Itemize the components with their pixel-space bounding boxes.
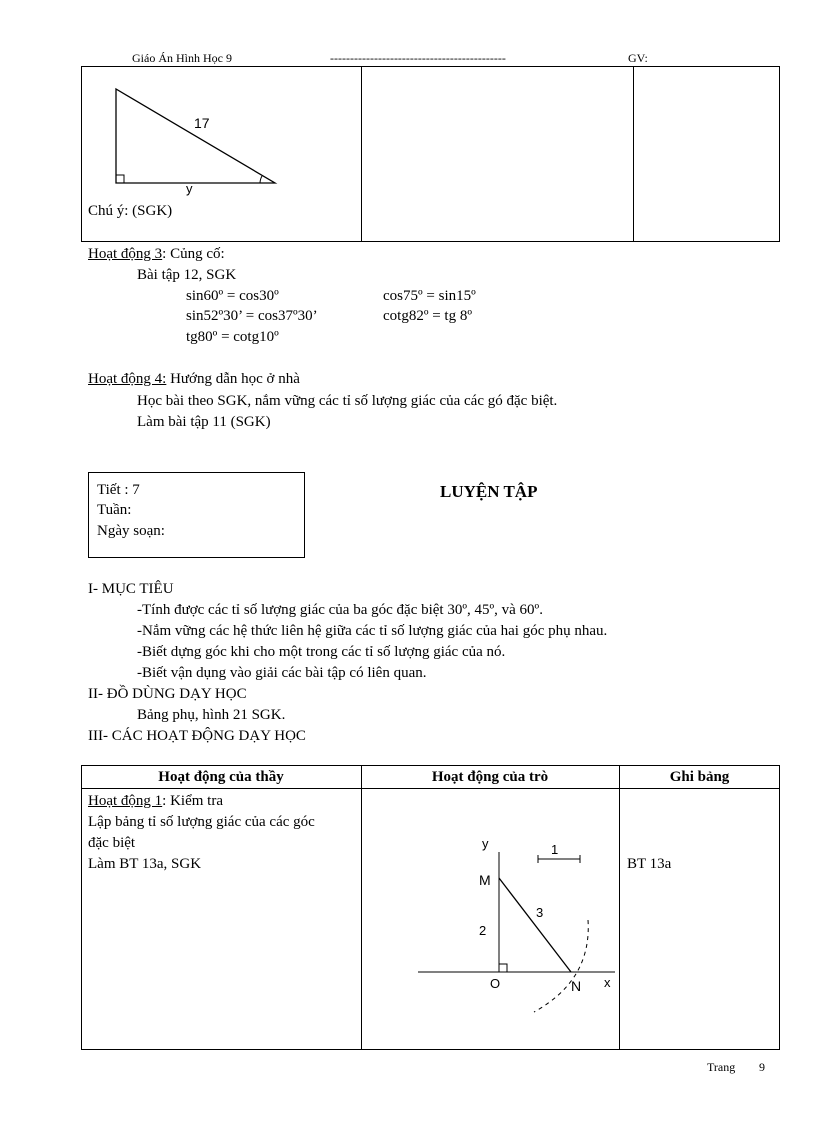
- origin-right-angle: [499, 964, 507, 972]
- teacher-activity-heading: [88, 791, 223, 811]
- side-2-label: 2: [479, 923, 487, 938]
- teacher-activity-title-rest: : Kiểm tra: [162, 793, 223, 809]
- hypotenuse-3-label: 3: [536, 905, 544, 920]
- section3-heading: III- CÁC HOẠT ĐỘNG DẠY HỌC: [88, 728, 306, 744]
- lesson-date: Ngày soạn:: [97, 523, 165, 539]
- objective-4: -Biết vận dụng vào giải các bài tập có liên quan.: [137, 665, 427, 681]
- activity4-title-rest: Hướng dẫn học ở nhà: [166, 371, 300, 387]
- construction-figure: [362, 790, 618, 1048]
- formula-1: sin60º = cos30º: [186, 288, 279, 304]
- homework-line-2: Làm bài tập 11 (SGK): [137, 414, 271, 430]
- lesson-week: Tuần:: [97, 502, 132, 518]
- lesson-period: Tiết : 7: [97, 482, 140, 498]
- lesson-title: LUYỆN TẬP: [440, 482, 538, 501]
- teacher-line-2: đặc biệt: [88, 835, 136, 851]
- activity3-title-rest: : Củng cố:: [162, 246, 225, 262]
- footer-label: Trang: [707, 1060, 736, 1074]
- activity3-title: Hoạt động 3: [88, 246, 163, 262]
- formula-3: sin52º30’ = cos37º30’: [186, 308, 318, 324]
- top-table-divider-2: [633, 66, 634, 242]
- activity3-heading: [88, 244, 225, 264]
- activity4-title: Hoạt động 4:: [88, 371, 167, 387]
- teacher-line-3: Làm BT 13a, SGK: [88, 856, 202, 872]
- header-right: GV:: [628, 51, 648, 65]
- teacher-activity-title: Hoạt động 1: [88, 793, 163, 809]
- formula-4: cotg82º = tg 8º: [383, 308, 473, 324]
- board-note: BT 13a: [627, 856, 672, 872]
- note-sgk: Chú ý: (SGK): [88, 203, 173, 219]
- x-axis-label: x: [604, 975, 611, 990]
- y-axis-label: y: [482, 836, 489, 851]
- point-n-label: N: [571, 978, 582, 994]
- top-table-divider-1: [361, 66, 362, 242]
- right-angle-mark: [116, 175, 124, 183]
- objective-2: -Nắm vững các hệ thức liên hệ giữa các tỉ số lượng giác của hai góc phụ nhau.: [137, 623, 608, 639]
- header-dashes: --------------------------------------------: [330, 51, 506, 65]
- segment-mn: [499, 878, 571, 972]
- footer-page-number: 9: [759, 1060, 765, 1074]
- section1-heading: I- MỤC TIÊU: [88, 581, 174, 597]
- table-header-rule: [81, 788, 780, 789]
- point-o-label: O: [490, 976, 501, 991]
- activity4-heading: [88, 369, 300, 389]
- formula-2: cos75º = sin15º: [383, 288, 476, 304]
- point-m-label: M: [479, 872, 491, 888]
- homework-line-1: Học bài theo SGK, nắm vững các tỉ số lượng giác của các gó đặc biệt.: [137, 393, 558, 409]
- hypotenuse-label: 17: [194, 115, 210, 131]
- header-left: Giáo Án Hình Học 9: [132, 51, 232, 65]
- unit-label: 1: [551, 842, 559, 857]
- triangle-shape: [116, 89, 275, 183]
- right-triangle-figure: [82, 67, 360, 207]
- section2-content: Bảng phụ, hình 21 SGK.: [137, 707, 286, 723]
- formula-5: tg80º = cotg10º: [186, 329, 279, 345]
- angle-arc: [260, 176, 262, 183]
- exercise-12: Bài tập 12, SGK: [137, 267, 237, 283]
- table-col-divider-2: [619, 765, 620, 1050]
- objective-3: -Biết dựng góc khi cho một trong các tỉ số lượng giác của nó.: [137, 644, 506, 660]
- col-header-board: Ghi bảng: [669, 769, 730, 785]
- section2-heading: II- ĐỒ DÙNG DẠY HỌC: [88, 686, 247, 702]
- col-header-teacher: Hoạt động của thầy: [158, 769, 284, 785]
- teacher-line-1: Lập bảng tỉ số lượng giác của các góc: [88, 814, 315, 830]
- col-header-student: Hoạt động của trò: [431, 769, 549, 785]
- objective-1: -Tính được các tỉ số lượng giác của ba góc đặc biệt 30º, 45º, và 60º.: [137, 602, 543, 618]
- side-label: y: [186, 181, 193, 196]
